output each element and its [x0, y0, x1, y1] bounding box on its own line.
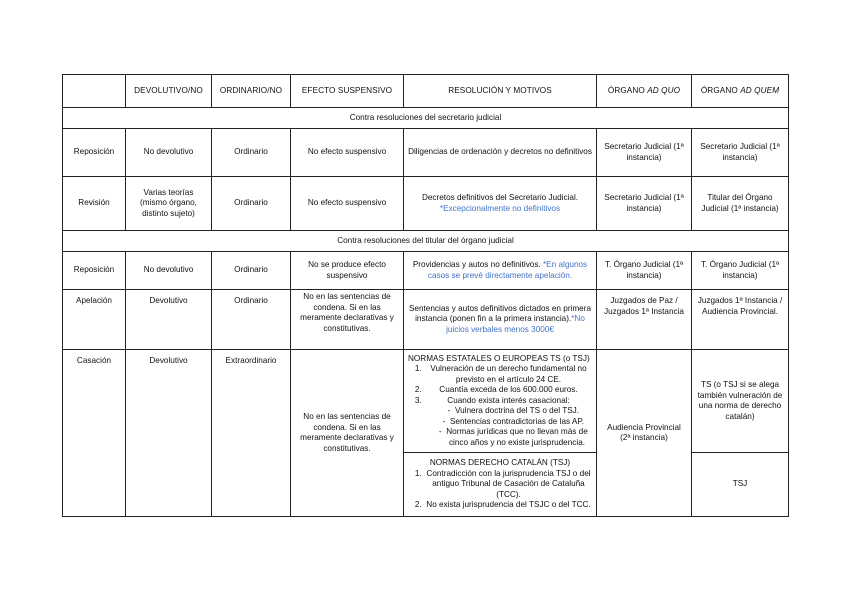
resolucion-text: Sentencias y autos definitivos dictados en primera instancia (ponen fin a la primera instancia).	[408, 303, 592, 324]
cell-resolucion	[404, 177, 597, 231]
cell-ad-quem-top: TS (o TSJ si se alega también vulneración de una norma de derecho catalán)	[692, 350, 789, 453]
header-efecto-suspensivo: EFECTO SUSPENSIVO	[291, 75, 404, 108]
cell-devolutivo: Devolutivo	[126, 350, 212, 517]
header-ordinario: ORDINARIO/NO	[212, 75, 291, 108]
cell-devolutivo: Varias teorías (mismo órgano, distinto sujeto)	[126, 177, 212, 231]
table-row-reposicion-titular	[63, 252, 789, 290]
cell-efecto: No en las sentencias de condena. Si en las meramente declarativas y constitutivas.	[291, 350, 404, 517]
cell-efecto: No efecto suspensivo	[291, 129, 404, 177]
cell-ad-quem: T. Órgano Judicial (1ª instancia)	[692, 252, 789, 290]
list-item-text: Cuando exista interés casacional:	[447, 395, 570, 405]
normas-catalan-list	[408, 469, 592, 511]
table-row-revision	[63, 177, 789, 231]
cell-devolutivo: No devolutivo	[126, 252, 212, 290]
section-row-titular	[63, 231, 789, 252]
list-item: 2. No exista jurisprudencia del TSJC o del TCC.	[424, 500, 592, 511]
row-name: Reposición	[63, 129, 126, 177]
appeals-table	[62, 74, 789, 517]
sub-list-item: - Vulnera doctrina del TS o del TSJ.	[441, 406, 592, 417]
table-row-apelacion	[63, 290, 789, 350]
cell-ad-quo: T. Órgano Judicial (1ª instancia)	[597, 252, 692, 290]
header-empty	[63, 75, 126, 108]
interes-casacional-list	[425, 406, 592, 448]
cell-ordinario: Ordinario	[212, 252, 291, 290]
list-item	[424, 396, 592, 449]
cell-ad-quo: Secretario Judicial (1ª instancia)	[597, 129, 692, 177]
list-item: 2. Cuantía exceda de los 600.000 euros.	[424, 385, 592, 396]
resolucion-text: Decretos definitivos del Secretario Judicial.	[421, 193, 579, 202]
cell-ad-quem-bottom: TSJ	[692, 453, 789, 517]
cell-ordinario: Ordinario	[212, 290, 291, 350]
sub-list-item: - Sentencias contradictorias de las AP.	[441, 417, 592, 428]
cell-ordinario: Ordinario	[212, 177, 291, 231]
header-organo-ad-quem-prefix: ÓRGANO	[700, 85, 741, 95]
row-name: Revisión	[63, 177, 126, 231]
list-item: 1. Contradicción con la jurisprudencia TSJ o del antiguo Tribunal de Casación de Cataluña (TCC).	[424, 469, 592, 501]
row-name: Casación	[63, 350, 126, 517]
resolucion-note: *Excepcionalmente no definitivos	[439, 203, 561, 213]
resolucion-text: Providencias y autos no definitivos.	[412, 260, 543, 269]
sub-list-item: - Normas jurídicas que no llevan más de cinco años y no existe jurisprudencia.	[441, 427, 592, 448]
header-organo-ad-quem-italic: AD QUEM	[740, 85, 780, 95]
cell-ordinario: Ordinario	[212, 129, 291, 177]
cell-ordinario: Extraordinario	[212, 350, 291, 517]
cell-normas-catalan	[404, 453, 597, 517]
cell-ad-quo: Audiencia Provincial (2ª instancia)	[597, 350, 692, 517]
header-organo-ad-quo	[597, 75, 692, 108]
cell-ad-quem: Juzgados 1ª Instancia / Audiencia Provincial.	[692, 290, 789, 350]
table-row-casacion-estatales	[63, 350, 789, 453]
cell-efecto: No en las sentencias de condena. Si en las meramente declarativas y constitutivas.	[291, 290, 404, 350]
normas-estatales-list	[408, 364, 592, 448]
cell-efecto: No efecto suspensivo	[291, 177, 404, 231]
cell-resolucion: Diligencias de ordenación y decretos no definitivos	[404, 129, 597, 177]
section-row-secretario	[63, 108, 789, 129]
cell-devolutivo: Devolutivo	[126, 290, 212, 350]
cell-ad-quem: Titular del Órgano Judicial (1ª instancia)	[692, 177, 789, 231]
header-organo-ad-quo-italic: AD QUO	[647, 85, 681, 95]
cell-devolutivo: No devolutivo	[126, 129, 212, 177]
normas-catalan-title: NORMAS DERECHO CATALÁN (TSJ)	[429, 458, 571, 468]
cell-normas-estatales	[404, 350, 597, 453]
row-name: Reposición	[63, 252, 126, 290]
cell-ad-quem: Secretario Judicial (1ª instancia)	[692, 129, 789, 177]
header-row	[63, 75, 789, 108]
cell-ad-quo: Juzgados de Paz / Juzgados 1ª Instancia	[597, 290, 692, 350]
resolucion-note: *En algunos casos se prevé directamente apelación.	[427, 260, 588, 280]
header-organo-ad-quo-prefix: ÓRGANO	[607, 85, 648, 95]
resolucion-note: *No juicios verbales menos 3000€	[446, 314, 585, 334]
list-item: 1. Vulneración de un derecho fundamental no previsto en el artículo 24 CE.	[424, 364, 592, 385]
cell-resolucion	[404, 290, 597, 350]
header-organo-ad-quem	[692, 75, 789, 108]
cell-resolucion	[404, 252, 597, 290]
normas-estatales-title: NORMAS ESTATALES O EUROPEAS TS (o TSJ)	[408, 353, 590, 363]
cell-efecto: No se produce efecto suspensivo	[291, 252, 404, 290]
cell-ad-quo: Secretario Judicial (1ª instancia)	[597, 177, 692, 231]
appeals-table-page	[62, 74, 788, 517]
header-resolucion: RESOLUCIÓN Y MOTIVOS	[404, 75, 597, 108]
row-name: Apelación	[63, 290, 126, 350]
header-devolutivo: DEVOLUTIVO/NO	[126, 75, 212, 108]
table-row-reposicion-secretario	[63, 129, 789, 177]
section-title-secretario: Contra resoluciones del secretario judicial	[63, 108, 789, 129]
section-title-titular: Contra resoluciones del titular del órgano judicial	[63, 231, 789, 252]
